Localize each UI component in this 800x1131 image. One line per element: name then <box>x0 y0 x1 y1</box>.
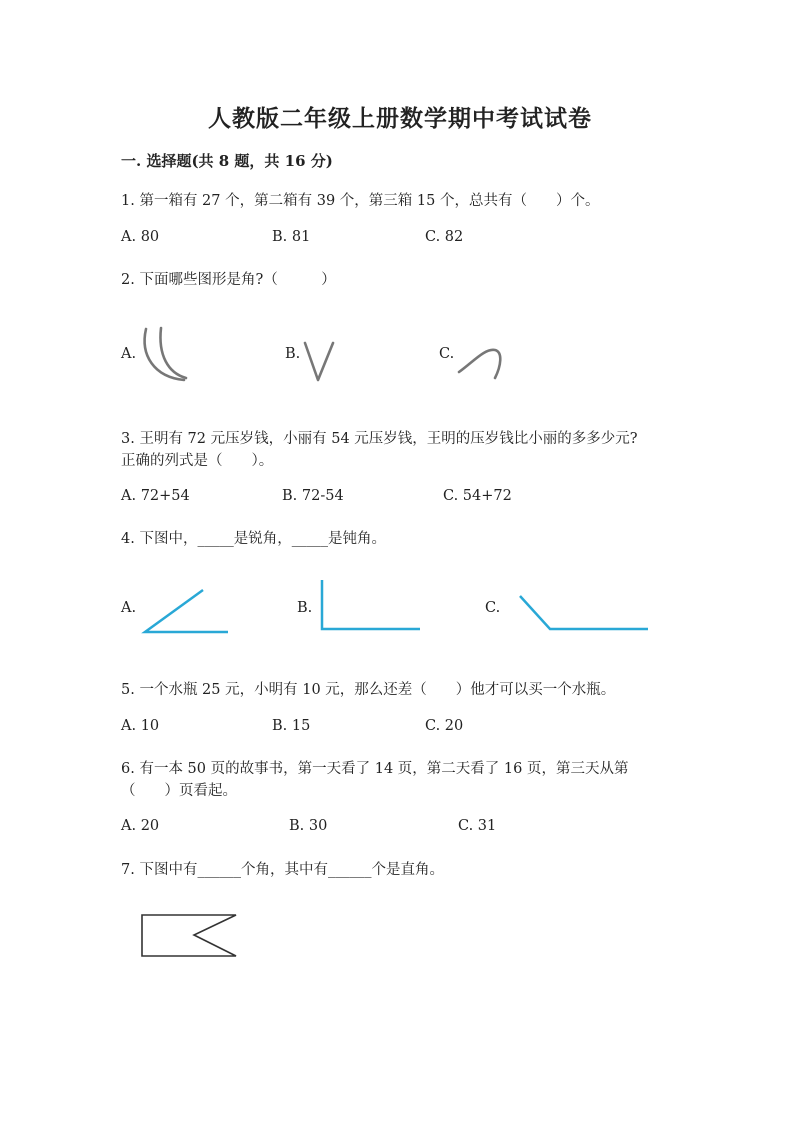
question-4-option-a: A. <box>121 600 137 616</box>
acute-angle-figure <box>140 585 240 645</box>
question-6-option-b: B. 30 <box>289 818 328 834</box>
curved-lines-figure <box>136 325 196 385</box>
question-3-option-b: B. 72-54 <box>282 488 344 504</box>
question-4-text: 4. 下图中，_____是锐角，_____是钝角。 <box>121 531 386 547</box>
question-1-text: 1. 第一箱有 27 个，第二箱有 39 个，第三箱 15 个，总共有（ ）个。 <box>121 193 600 209</box>
question-6-option-a: A. 20 <box>121 818 160 834</box>
question-3-text-line1: 3. 王明有 72 元压岁钱，小丽有 54 元压岁钱，王明的压岁钱比小丽的多多少元? <box>121 431 638 447</box>
question-2-option-b: B. <box>285 346 301 362</box>
question-1-option-b: B. 81 <box>272 229 311 245</box>
question-3-option-a: A. 72+54 <box>121 488 190 504</box>
obtuse-angle-figure <box>515 592 655 637</box>
question-3-option-c: C. 54+72 <box>443 488 512 504</box>
flag-shape-figure <box>136 912 246 962</box>
question-2-text: 2. 下面哪些图形是角?（ ） <box>121 272 336 288</box>
question-7-text: 7. 下图中有______个角，其中有______个是直角。 <box>121 862 444 878</box>
question-1-option-a: A. 80 <box>121 229 160 245</box>
question-6-option-c: C. 31 <box>458 818 497 834</box>
question-6-text-line2: （ ）页看起。 <box>121 783 237 799</box>
right-angle-figure <box>316 578 426 638</box>
question-2-option-c: C. <box>439 346 455 362</box>
question-3-text-line2: 正确的列式是（ ）。 <box>121 453 274 469</box>
question-4-option-c: C. <box>485 600 501 616</box>
v-angle-figure <box>300 335 340 385</box>
page-title: 人教版二年级上册数学期中考试试卷 <box>208 105 592 132</box>
question-1-option-c: C. 82 <box>425 229 464 245</box>
hook-curve-figure <box>455 340 515 385</box>
question-6-text-line1: 6. 有一本 50 页的故事书，第一天看了 14 页，第二天看了 16 页，第三天从第 <box>121 761 629 777</box>
question-5-text: 5. 一个水瓶 25 元，小明有 10 元，那么还差（ ）他才可以买一个水瓶。 <box>121 682 616 698</box>
question-4-option-b: B. <box>297 600 313 616</box>
question-5-option-c: C. 20 <box>425 718 464 734</box>
question-5-option-b: B. 15 <box>272 718 311 734</box>
question-5-option-a: A. 10 <box>121 718 160 734</box>
section-heading: 一. 选择题(共 8 题，共 16 分) <box>121 152 333 170</box>
question-2-option-a: A. <box>121 346 137 362</box>
